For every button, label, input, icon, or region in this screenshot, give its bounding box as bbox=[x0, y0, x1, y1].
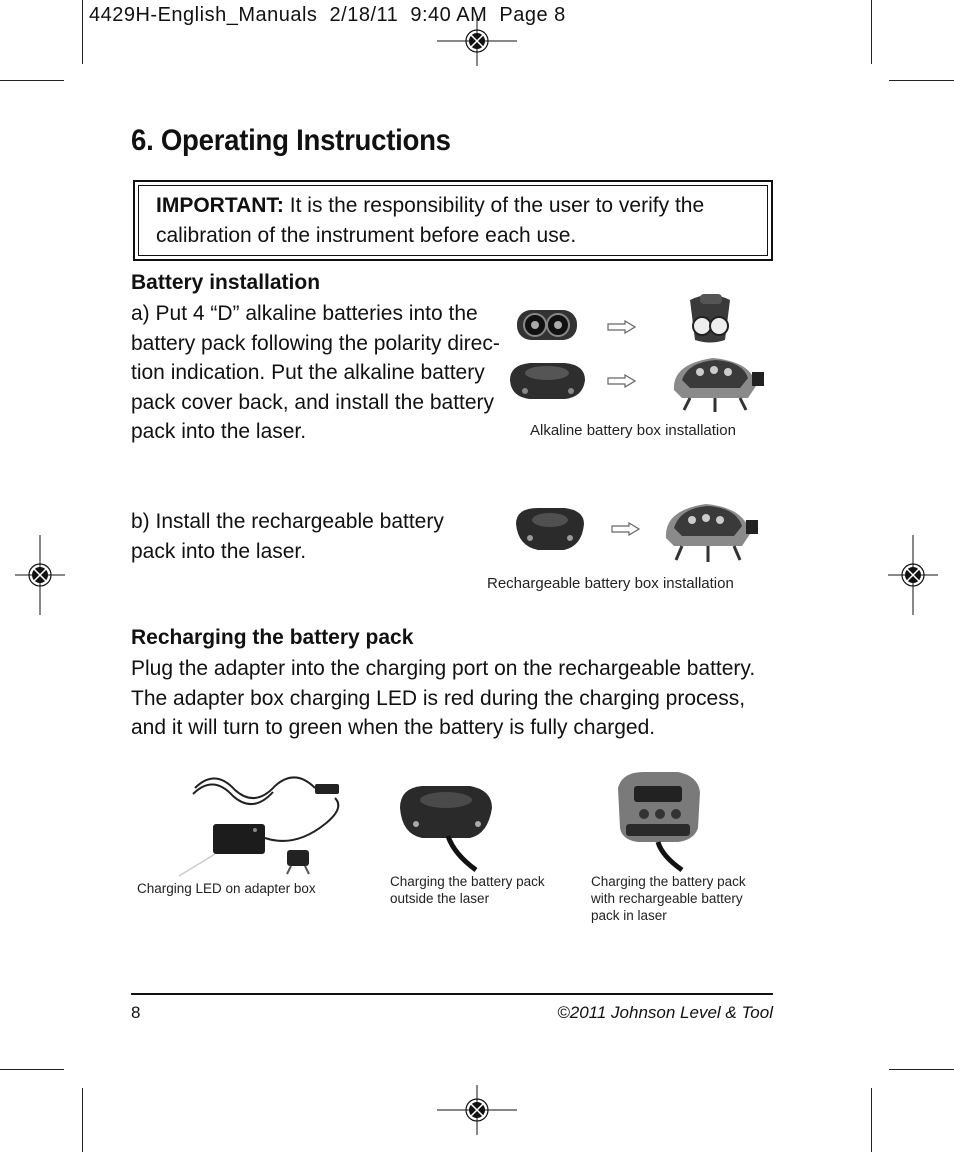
important-label: IMPORTANT: bbox=[156, 194, 284, 217]
page-title: 6. Operating Instructions bbox=[131, 124, 451, 157]
crop-mark bbox=[871, 1088, 872, 1152]
registration-mark-icon bbox=[15, 535, 65, 615]
registration-mark-icon bbox=[888, 535, 938, 615]
battery-step-a-line: battery pack following the polarity direc- bbox=[131, 331, 500, 355]
adapter-box-image bbox=[175, 768, 355, 878]
in-laser-caption-line: pack in laser bbox=[591, 908, 667, 923]
battery-pack-charging-outside-image bbox=[392, 778, 502, 873]
rechargeable-caption: Rechargeable battery box installation bbox=[487, 575, 734, 592]
battery-step-b bbox=[131, 507, 471, 566]
crop-mark bbox=[0, 1069, 64, 1070]
recharging-line: Plug the adapter into the charging port on the rechargeable battery. bbox=[131, 657, 756, 680]
battery-step-a bbox=[131, 299, 501, 447]
in-laser-caption-line: with rechargeable battery bbox=[591, 891, 743, 906]
battery-installation-heading: Battery installation bbox=[131, 271, 321, 294]
alkaline-battery-holder-image bbox=[680, 290, 740, 345]
important-notice-box bbox=[133, 180, 773, 261]
crop-mark bbox=[889, 80, 954, 81]
laser-with-rechargeable-pack-image bbox=[660, 496, 760, 566]
recharging-heading: Recharging the battery pack bbox=[131, 626, 414, 649]
recharging-text bbox=[131, 654, 771, 743]
in-laser-caption-line: Charging the battery pack bbox=[591, 874, 746, 889]
crop-mark bbox=[889, 1069, 954, 1070]
laser-with-alkaline-pack-image bbox=[668, 350, 766, 415]
arrow-right-icon bbox=[611, 522, 641, 536]
laser-charging-image bbox=[608, 768, 708, 873]
battery-step-a-line: pack into the laser. bbox=[131, 420, 307, 443]
crop-mark bbox=[82, 0, 83, 64]
arrow-right-icon bbox=[607, 374, 637, 388]
outside-caption-line: outside the laser bbox=[390, 891, 490, 906]
battery-step-a-line: pack cover back, and install the battery bbox=[131, 390, 495, 414]
registration-mark-icon bbox=[437, 1085, 517, 1135]
important-notice-text bbox=[156, 191, 736, 251]
rechargeable-battery-pack-image bbox=[510, 500, 590, 560]
battery-step-b-line: pack into the laser. bbox=[131, 539, 307, 563]
adapter-caption bbox=[137, 880, 316, 897]
recharging-line: The adapter box charging LED is red during the charging process, bbox=[131, 686, 746, 710]
copyright-notice: ©2011 Johnson Level & Tool bbox=[557, 1003, 773, 1022]
arrow-right-icon bbox=[607, 320, 637, 334]
important-body: It is the responsibility of the user to verify the calibration of the instrument before each use. bbox=[156, 194, 705, 247]
battery-step-a-line: tion indication. Put the alkaline battery bbox=[131, 361, 485, 384]
footer-rule bbox=[131, 993, 773, 995]
alkaline-caption: Alkaline battery box installation bbox=[530, 422, 736, 439]
crop-mark bbox=[871, 0, 872, 64]
print-slug: 4429H-English_Manuals 2/18/11 9:40 AM Page 8 bbox=[89, 4, 566, 26]
battery-step-b-line: b) Install the rechargeable battery bbox=[131, 510, 444, 533]
outside-caption-line: Charging the battery pack bbox=[390, 874, 545, 889]
in-laser-caption bbox=[591, 873, 746, 924]
recharging-line: and it will turn to green when the battery is fully charged. bbox=[131, 716, 656, 739]
registration-mark-icon bbox=[437, 16, 517, 66]
page-number: 8 bbox=[131, 1003, 141, 1022]
outside-caption bbox=[390, 873, 545, 907]
crop-mark bbox=[0, 80, 64, 81]
alkaline-battery-cover-image bbox=[505, 355, 590, 405]
adapter-caption-line: Charging LED on adapter box bbox=[137, 881, 316, 896]
battery-step-a-line: a) Put 4 “D” alkaline batteries into the bbox=[131, 302, 478, 325]
crop-mark bbox=[82, 1088, 83, 1152]
alkaline-battery-pair-image bbox=[515, 305, 580, 345]
